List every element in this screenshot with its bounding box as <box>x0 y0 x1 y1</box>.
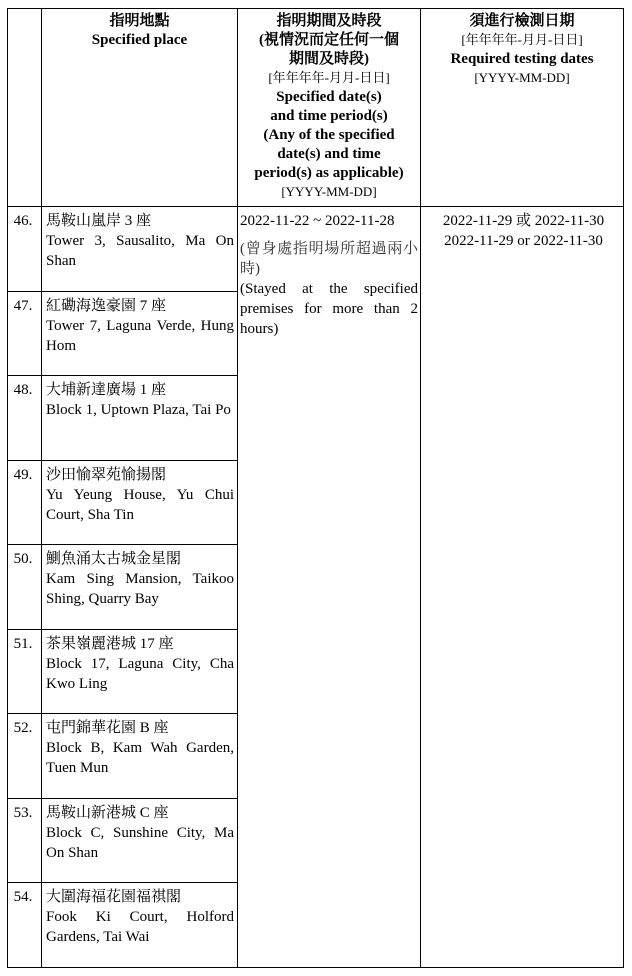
header-period-zh-3: 期間及時段) <box>289 51 369 67</box>
header-testing-format-en: [YYYY-MM-DD] <box>474 70 570 85</box>
row-number: 53. <box>13 805 33 821</box>
header-place-zh: 指明地點 <box>109 13 170 29</box>
header-period-en-3: (Any of the specified <box>263 127 395 143</box>
place-cell <box>46 803 234 863</box>
place-cell <box>46 296 234 356</box>
row-divider <box>7 798 238 799</box>
header-testing-zh: 須進行檢測日期 <box>469 13 575 29</box>
place-cell <box>46 211 234 271</box>
row-divider <box>7 713 238 714</box>
testing-dates-en: 2022-11-29 or 2022-11-30 <box>444 233 603 249</box>
table-border-left <box>7 8 8 968</box>
table-border-top <box>7 8 624 9</box>
place-cell <box>46 718 234 778</box>
header-period-en-4: date(s) and time <box>277 146 381 162</box>
place-en: Block B, Kam Wah Garden, Tuen Mun <box>46 740 234 776</box>
row-number: 47. <box>13 298 33 314</box>
place-zh: 屯門錦華花園 B 座 <box>46 720 169 736</box>
place-cell <box>46 549 234 609</box>
row-divider <box>7 629 238 630</box>
column-divider-period <box>420 8 421 968</box>
place-zh: 大圍海福花園福祺閣 <box>46 889 182 905</box>
place-en: Kam Sing Mansion, Taikoo Shing, Quarry Bay <box>46 571 234 607</box>
header-period <box>238 12 420 202</box>
row-divider <box>7 375 238 376</box>
header-period-zh-1: 指明期間及時段 <box>276 13 382 29</box>
place-en: Fook Ki Court, Holford Gardens, Tai Wai <box>46 909 234 945</box>
header-place <box>42 12 237 50</box>
place-cell <box>46 634 234 694</box>
period-note-zh: (曾身處指明場所超過兩小時) <box>240 241 418 277</box>
row-divider <box>7 544 238 545</box>
row-number: 48. <box>13 382 33 398</box>
header-period-format-zh: [年年年年-月月-日日] <box>268 70 390 85</box>
column-divider-number <box>41 8 42 968</box>
testing-dates-zh: 2022-11-29 或 2022-11-30 <box>442 213 605 229</box>
row-number: 52. <box>13 720 33 736</box>
table-border-right <box>623 8 624 968</box>
place-zh: 大埔新達廣場 1 座 <box>46 382 167 398</box>
header-testing-format-zh: [年年年年-月月-日日] <box>461 32 583 47</box>
place-cell <box>46 887 234 947</box>
place-en: Tower 7, Laguna Verde, Hung Hom <box>46 318 234 354</box>
testing-cell <box>425 211 622 251</box>
place-zh: 紅磡海逸豪園 7 座 <box>46 298 167 314</box>
place-zh: 沙田愉翠苑愉揚閣 <box>46 467 167 483</box>
header-place-en: Specified place <box>91 32 188 48</box>
row-number: 49. <box>13 467 33 483</box>
place-en: Tower 3, Sausalito, Ma On Shan <box>46 233 234 269</box>
period-dates: 2022-11-22 ~ 2022-11-28 <box>240 213 395 229</box>
table-border-bottom <box>7 967 624 968</box>
header-period-en-5: period(s) as applicable) <box>254 165 404 181</box>
row-divider <box>7 882 238 883</box>
place-cell <box>46 380 234 420</box>
row-number: 51. <box>13 636 33 652</box>
place-en: Block 17, Laguna City, Cha Kwo Ling <box>46 656 234 692</box>
place-cell <box>46 465 234 525</box>
period-cell <box>240 211 418 339</box>
row-number: 46. <box>13 213 33 229</box>
header-period-en-1: Specified date(s) <box>276 89 382 105</box>
period-note-en: (Stayed at the specified premises for more than 2 hours) <box>240 281 418 337</box>
place-en: Block C, Sunshine City, Ma On Shan <box>46 825 234 861</box>
header-period-zh-2: (視情況而定任何一個 <box>259 32 399 48</box>
row-divider <box>7 460 238 461</box>
row-number: 50. <box>13 551 33 567</box>
header-testing-en: Required testing dates <box>450 51 594 67</box>
place-zh: 馬鞍山新港城 C 座 <box>46 805 169 821</box>
place-en: Block 1, Uptown Plaza, Tai Po <box>46 402 231 418</box>
header-period-en-2: and time period(s) <box>270 108 388 124</box>
header-testing <box>421 12 623 88</box>
row-divider <box>7 291 238 292</box>
place-zh: 馬鞍山嵐岸 3 座 <box>46 213 152 229</box>
place-zh: 茶果嶺麗港城 17 座 <box>46 636 174 652</box>
place-zh: 鰂魚涌太古城金星閣 <box>46 551 182 567</box>
header-period-format-en: [YYYY-MM-DD] <box>281 184 377 199</box>
place-en: Yu Yeung House, Yu Chui Court, Sha Tin <box>46 487 234 523</box>
specified-places-table <box>7 8 624 968</box>
header-divider <box>7 206 624 207</box>
row-number: 54. <box>13 889 33 905</box>
